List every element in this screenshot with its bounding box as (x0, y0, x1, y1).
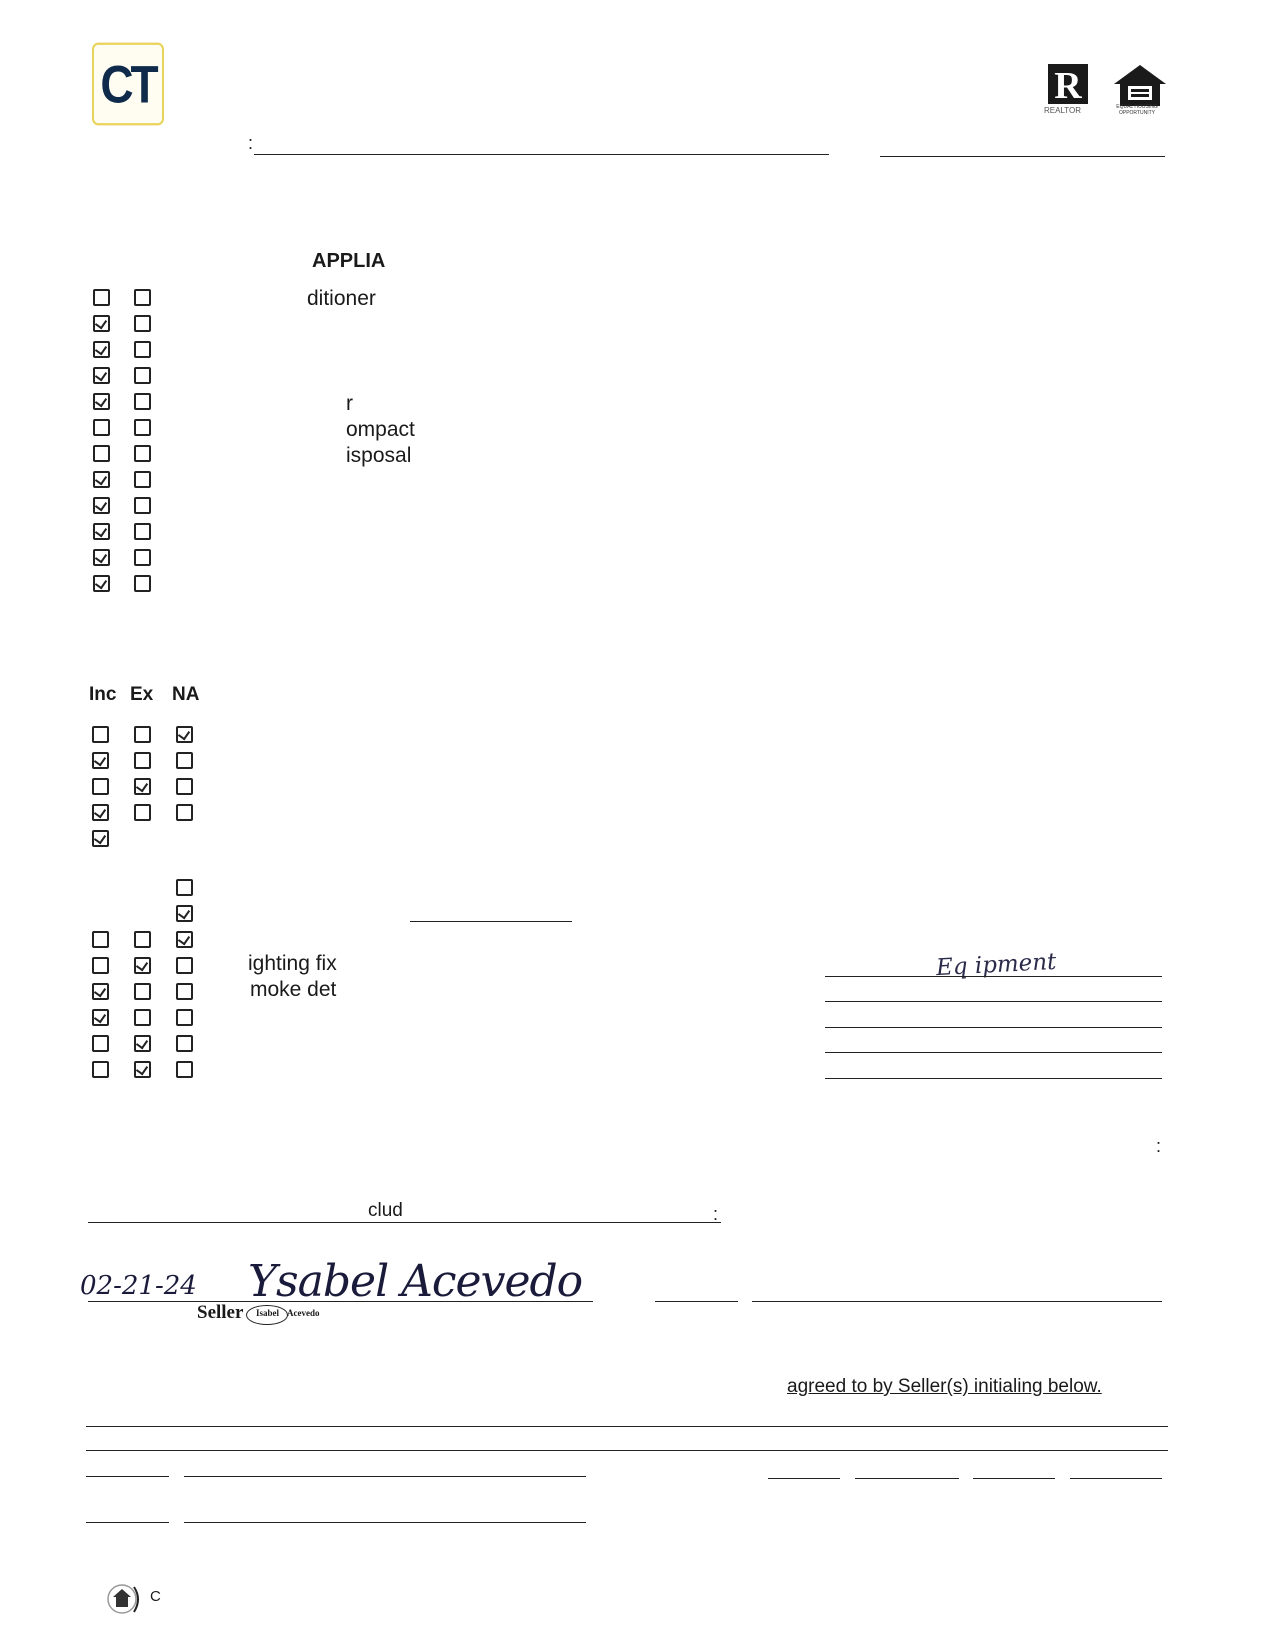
appliance-checkbox-r7-c1[interactable] (93, 445, 110, 462)
exclusion-line-1 (825, 976, 1162, 977)
appliance-checkbox-r4-c1[interactable] (93, 367, 110, 384)
section3-checkbox-r5-c2[interactable] (134, 1035, 151, 1052)
initials-short-line-2 (86, 1522, 169, 1523)
section2-checkbox-r3-c1[interactable] (92, 778, 109, 795)
ct-logo: CT (92, 43, 164, 126)
section3-checkbox-r4-c2[interactable] (134, 1009, 151, 1026)
appliance-checkbox-r5-c1[interactable] (93, 393, 110, 410)
inc-column-header: Inc (89, 684, 117, 705)
appliance-checkbox-r11-c2[interactable] (134, 549, 151, 566)
appliance-item-dryer: r (346, 392, 353, 415)
section3-checkbox-r2-c3[interactable] (176, 957, 193, 974)
section2-checkbox-r5-c1[interactable] (92, 830, 109, 847)
initials-right-line-4 (1070, 1478, 1162, 1479)
appliance-checkbox-r9-c2[interactable] (134, 497, 151, 514)
second-seller-date-line (655, 1301, 738, 1302)
seller-label: Seller (197, 1302, 244, 1323)
appliance-checkbox-r3-c2[interactable] (134, 341, 151, 358)
appliance-checkbox-r10-c1[interactable] (93, 523, 110, 540)
appliance-checkbox-r6-c2[interactable] (134, 419, 151, 436)
section3-checkbox-r1-c3[interactable] (176, 931, 193, 948)
section2-checkbox-r1-c1[interactable] (92, 726, 109, 743)
exclusion-line-5 (825, 1078, 1162, 1079)
appliance-checkbox-r10-c2[interactable] (134, 523, 151, 540)
realtor-caption: REALTOR (1044, 106, 1082, 115)
initials-right-line-2 (855, 1478, 959, 1479)
house-seal-icon (96, 1582, 144, 1616)
section2-checkbox-r3-c2[interactable] (134, 778, 151, 795)
section3-na-only-checkbox-1[interactable] (176, 879, 193, 896)
section3-checkbox-r6-c1[interactable] (92, 1061, 109, 1078)
section3-blank-line (410, 921, 572, 922)
initials-long-line-1 (184, 1476, 586, 1477)
included-colon: : (713, 1204, 719, 1224)
section3-checkbox-r1-c1[interactable] (92, 931, 109, 948)
section2-checkbox-r4-c2[interactable] (134, 804, 151, 821)
section3-checkbox-r6-c3[interactable] (176, 1061, 193, 1078)
na-column-header: NA (172, 684, 200, 705)
appliance-checkbox-r3-c1[interactable] (93, 341, 110, 358)
section3-checkbox-r3-c1[interactable] (92, 983, 109, 1000)
equal-housing-icon (1112, 62, 1168, 110)
seller-stamp-first: Isabel (256, 1308, 280, 1318)
included-text: clud (368, 1200, 403, 1221)
initials-full-line-1 (86, 1426, 1168, 1427)
appliance-checkbox-r8-c2[interactable] (134, 471, 151, 488)
appliance-item-compactor: ompact (346, 418, 415, 441)
equal-housing-caption: EQUAL HOUSING OPPORTUNITY (1116, 104, 1158, 116)
section3-checkbox-r1-c2[interactable] (134, 931, 151, 948)
initials-right-line-3 (973, 1478, 1055, 1479)
initials-full-line-2 (86, 1450, 1168, 1451)
handwritten-equipment-note: Eq ipment (935, 948, 1057, 982)
exclusion-line-3 (825, 1027, 1162, 1028)
right-colon: : (1156, 1136, 1162, 1156)
section3-checkbox-r2-c1[interactable] (92, 957, 109, 974)
section2-checkbox-r1-c2[interactable] (134, 726, 151, 743)
appliance-checkbox-r5-c2[interactable] (134, 393, 151, 410)
section2-checkbox-r4-c1[interactable] (92, 804, 109, 821)
appliance-checkbox-r7-c2[interactable] (134, 445, 151, 462)
appliance-checkbox-r9-c1[interactable] (93, 497, 110, 514)
ex-column-header: Ex (130, 684, 154, 705)
included-line (88, 1222, 721, 1223)
appliance-checkbox-r1-c1[interactable] (93, 289, 110, 306)
footer-text: C (150, 1588, 161, 1605)
section3-item-lighting-fixtures: ighting fix (248, 952, 337, 975)
seller-signature-line (88, 1301, 593, 1302)
appliance-checkbox-r2-c2[interactable] (134, 315, 151, 332)
appliance-checkbox-r4-c2[interactable] (134, 367, 151, 384)
appliance-checkbox-r1-c2[interactable] (134, 289, 151, 306)
section3-na-only-checkbox-2[interactable] (176, 905, 193, 922)
seller-signature: Ysabel Acevedo (248, 1256, 583, 1307)
svg-text:R: R (1054, 65, 1082, 107)
appliance-checkbox-r8-c1[interactable] (93, 471, 110, 488)
appliance-checkbox-r2-c1[interactable] (93, 315, 110, 332)
initials-long-line-2 (184, 1522, 586, 1523)
section2-checkbox-r1-c3[interactable] (176, 726, 193, 743)
exclusion-line-4 (825, 1052, 1162, 1053)
section3-item-smoke-detectors: moke det (250, 978, 337, 1001)
initials-short-line-1 (86, 1476, 169, 1477)
section3-checkbox-r6-c2[interactable] (134, 1061, 151, 1078)
section3-checkbox-r3-c2[interactable] (134, 983, 151, 1000)
appliances-heading: APPLIA (312, 250, 386, 272)
section3-checkbox-r4-c1[interactable] (92, 1009, 109, 1026)
section3-checkbox-r2-c2[interactable] (134, 957, 151, 974)
property-date-line (880, 156, 1165, 157)
appliance-item-disposal: isposal (346, 444, 412, 467)
section3-checkbox-r4-c3[interactable] (176, 1009, 193, 1026)
second-seller-signature-line (752, 1301, 1162, 1302)
exclusion-line-2 (825, 1001, 1162, 1002)
initials-right-line-1 (768, 1478, 840, 1479)
section2-checkbox-r2-c1[interactable] (92, 752, 109, 769)
section3-checkbox-r5-c3[interactable] (176, 1035, 193, 1052)
section2-checkbox-r2-c3[interactable] (176, 752, 193, 769)
appliance-checkbox-r12-c2[interactable] (134, 575, 151, 592)
appliance-item-air-conditioner: ditioner (307, 287, 376, 310)
appliance-checkbox-r12-c1[interactable] (93, 575, 110, 592)
initialing-note: agreed to by Seller(s) initialing below. (787, 1376, 1102, 1397)
signature-date: 02-21-24 (80, 1271, 197, 1301)
appliance-checkbox-r11-c1[interactable] (93, 549, 110, 566)
section3-checkbox-r3-c3[interactable] (176, 983, 193, 1000)
section2-checkbox-r3-c3[interactable] (176, 778, 193, 795)
property-colon: : (248, 133, 254, 153)
section2-checkbox-r4-c3[interactable] (176, 804, 193, 821)
section2-checkbox-r2-c2[interactable] (134, 752, 151, 769)
section3-checkbox-r5-c1[interactable] (92, 1035, 109, 1052)
appliance-checkbox-r6-c1[interactable] (93, 419, 110, 436)
seller-stamp-last: Acevedo (287, 1308, 320, 1318)
property-address-line (254, 154, 829, 155)
